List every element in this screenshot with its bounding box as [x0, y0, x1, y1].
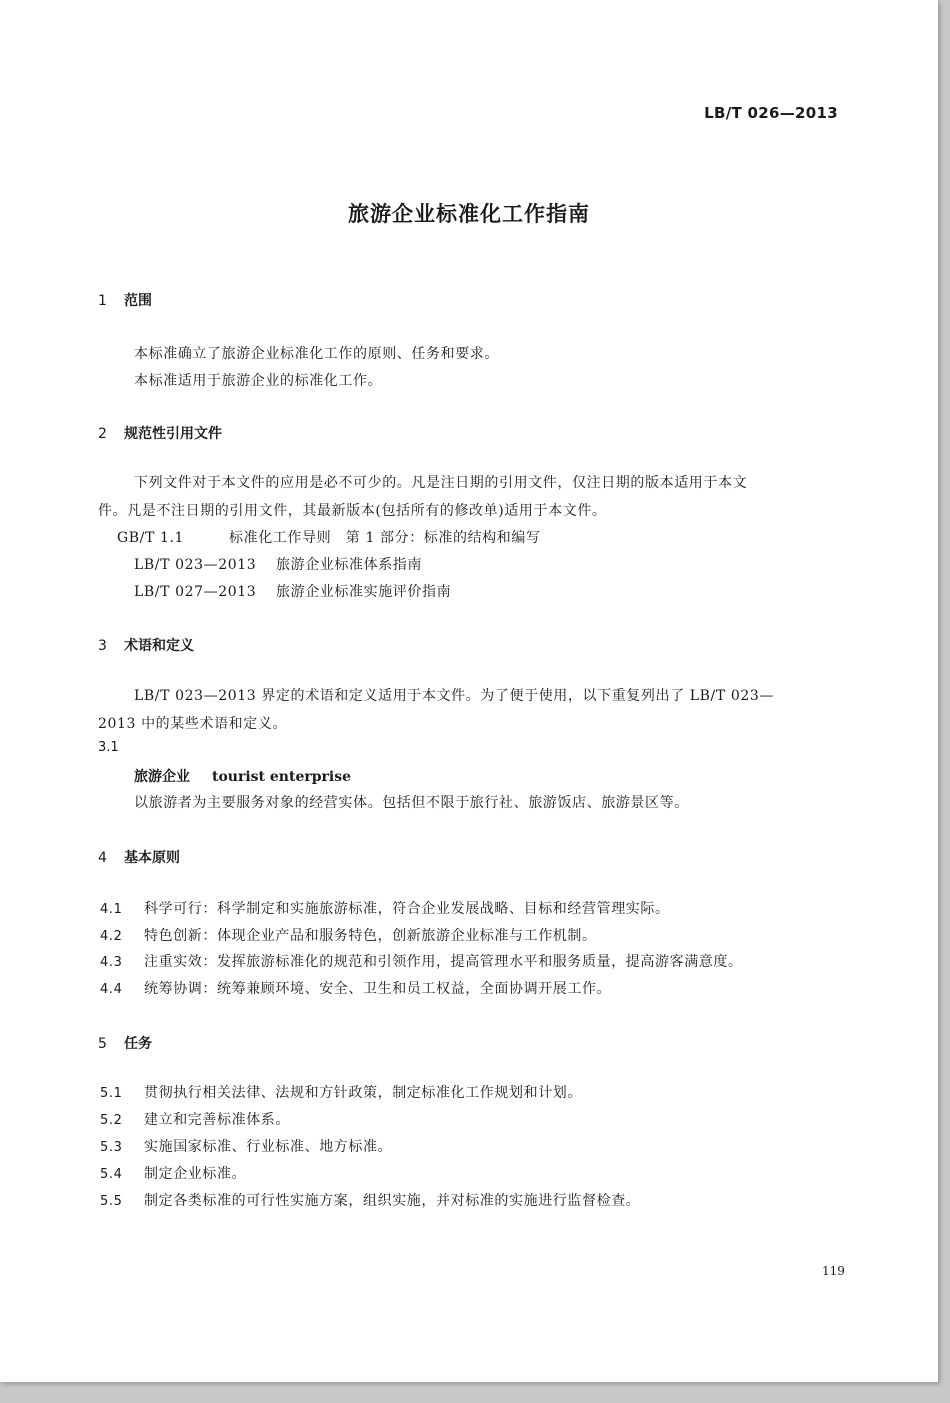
term-definition: 以旅游者为主要服务对象的经营实体。包括但不限于旅行社、旅游饭店、旅游景区等。 [134, 795, 689, 811]
list-item [100, 1190, 640, 1210]
list-item [100, 898, 670, 918]
reference-item [134, 554, 422, 574]
reference-title: 旅游企业标准体系指南 [276, 557, 422, 573]
section-3-heading [98, 635, 194, 655]
item-text: 科学可行：科学制定和实施旅游标准，符合企业发展战略、目标和经营管理实际。 [144, 901, 670, 917]
item-number: 5.4 [100, 1167, 123, 1182]
section-title: 基本原则 [124, 850, 180, 866]
section-number: 4 [98, 850, 107, 866]
section-number: 5 [98, 1036, 107, 1052]
term-heading [134, 766, 351, 786]
list-item [100, 978, 611, 998]
reference-code: GB/T 1.1 [117, 530, 185, 546]
item-text: 注重实效：发挥旅游标准化的规范和引领作用，提高管理水平和服务质量，提高游客满意度。 [144, 954, 743, 970]
section-title: 范围 [124, 293, 152, 309]
item-text: 统筹协调：统筹兼顾环境、安全、卫生和员工权益，全面协调开展工作。 [144, 981, 612, 997]
paragraph: 本标准适用于旅游企业的标准化工作。 [134, 373, 383, 389]
item-number: 5.2 [100, 1113, 123, 1128]
item-number: 4.2 [100, 929, 123, 944]
item-text: 制定各类标准的可行性实施方案，组织实施，并对标准的实施进行监督检查。 [144, 1193, 641, 1209]
paragraph: 本标准确立了旅游企业标准化工作的原则、任务和要求。 [134, 346, 499, 362]
paragraph: 件。凡是不注日期的引用文件，其最新版本(包括所有的修改单)适用于本文件。 [98, 503, 607, 519]
reference-title: 旅游企业标准实施评价指南 [276, 584, 452, 600]
item-number: 5.1 [100, 1086, 123, 1101]
item-text: 实施国家标准、行业标准、地方标准。 [144, 1139, 393, 1155]
reference-code: LB/T 023—2013 [134, 557, 257, 573]
section-number: 3 [98, 638, 107, 654]
reference-item [117, 527, 541, 547]
section-4-heading [98, 847, 180, 867]
item-text: 特色创新：体现企业产品和服务特色，创新旅游企业标准与工作机制。 [144, 928, 597, 944]
item-number: 5.3 [100, 1140, 123, 1155]
reference-item [134, 581, 451, 601]
list-item [100, 1163, 246, 1183]
term-english: tourist enterprise [212, 769, 352, 785]
item-text: 建立和完善标准体系。 [144, 1112, 290, 1128]
standard-code: LB/T 026—2013 [704, 104, 838, 122]
item-text: 贯彻执行相关法律、法规和方针政策，制定标准化工作规划和计划。 [144, 1085, 582, 1101]
section-title: 术语和定义 [124, 638, 194, 654]
section-title: 规范性引用文件 [124, 426, 222, 442]
item-number: 4.3 [100, 955, 123, 970]
list-item [100, 1136, 392, 1156]
list-item [100, 951, 743, 971]
paragraph: LB/T 023—2013 界定的术语和定义适用于本文件。为了便于使用，以下重复列出了 LB/T 023— [134, 688, 774, 704]
paragraph: 下列文件对于本文件的应用是必不可少的。凡是注日期的引用文件，仅注日期的版本适用于本文 [134, 475, 748, 491]
item-number: 4.1 [100, 902, 123, 917]
term-chinese: 旅游企业 [134, 769, 190, 785]
paragraph: 2013 中的某些术语和定义。 [98, 716, 288, 732]
item-text: 制定企业标准。 [144, 1166, 247, 1182]
document-title: 旅游企业标准化工作指南 [348, 202, 590, 226]
section-number: 2 [98, 426, 107, 442]
reference-title: 标准化工作导则 第 1 部分：标准的结构和编写 [229, 530, 541, 546]
section-2-heading [98, 423, 222, 443]
reference-code: LB/T 027—2013 [134, 584, 257, 600]
list-item [100, 1109, 290, 1129]
section-5-heading [98, 1033, 152, 1053]
section-title: 任务 [124, 1036, 152, 1052]
list-item [100, 925, 597, 945]
section-number: 1 [98, 293, 107, 309]
item-number: 5.5 [100, 1194, 123, 1209]
page-number: 119 [822, 1264, 845, 1278]
list-item [100, 1082, 582, 1102]
item-number: 4.4 [100, 982, 123, 997]
term-number: 3.1 [98, 740, 119, 755]
section-1-heading [98, 290, 152, 310]
